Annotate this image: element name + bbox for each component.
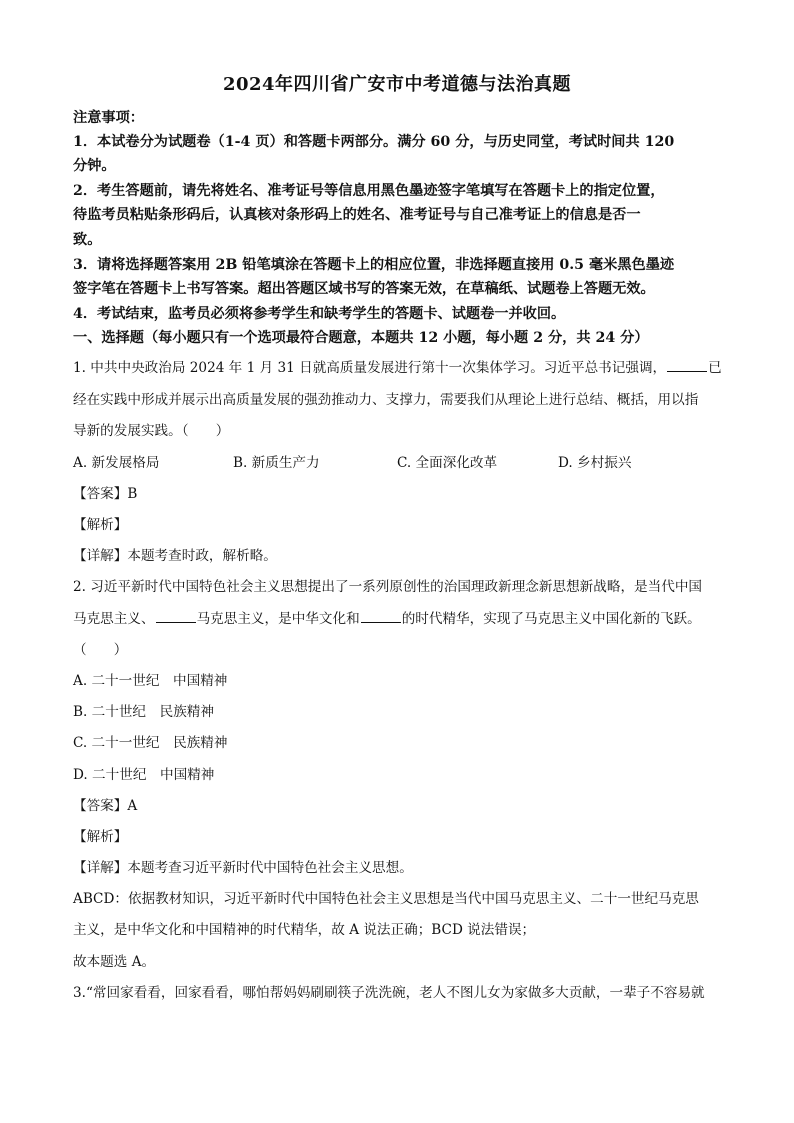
notice-line-1: 1．本试卷分为试题卷（1-4 页）和答题卡两部分。满分 60 分，与历史同堂，考试时间共 120 <box>73 134 675 150</box>
notice-line-7: 签字笔在答题卡上书写答案。超出答题区域书写的答案无效，在草稿纸、试题卷上答题无效。 <box>73 281 655 297</box>
q1-analysis: 【解析】 <box>73 517 128 533</box>
notice-line-6: 3．请将选择题答案用 2B 铅笔填涂在答题卡上的相应位置，非选择题直接用 0.5 毫米黑色墨迹 <box>73 257 675 273</box>
q2-explanation-line-1: ABCD：依据教材知识，习近平新时代中国特色社会主义思想是当代中国马克思主义、二十一世纪马克思 <box>73 891 699 907</box>
page-title: 2024年四川省广安市中考道德与法治真题 <box>222 74 572 95</box>
notice-line-3: 2．考生答题前，请先将姓名、准考证号等信息用黑色墨迹签字笔填写在答题卡上的指定位置， <box>73 183 665 199</box>
q1-blank <box>667 359 707 372</box>
q2-blank-2 <box>361 610 401 623</box>
q2-option-c: C. 二十一世纪 民族精神 <box>73 735 228 751</box>
q2-answer: 【答案】A <box>73 798 138 814</box>
notice-line-5: 致。 <box>73 232 102 248</box>
q2-explanation-line-2: 主义，是中华文化和中国精神的时代精华，故 A 说法正确；BCD 说法错误； <box>73 922 536 938</box>
q2-stem-part-2: 马克思主义，是中华文化和 <box>196 611 360 627</box>
notice-line-4: 待监考员粘贴条形码后，认真核对条形码上的姓名、准考证号与自己准考证上的信息是否一 <box>73 207 641 223</box>
q1-detail: 【详解】本题考查时政，解析略。 <box>73 548 277 564</box>
q2-option-d: D. 二十世纪 中国精神 <box>73 767 215 783</box>
notice-line-8: 4．考试结束，监考员必须将参考学生和缺考学生的答题卡、试题卷一并收回。 <box>73 306 566 322</box>
q2-stem-line-3: （ ） <box>73 642 128 658</box>
q2-stem-part-1: 马克思主义、 <box>73 611 155 627</box>
q1-stem-text: 1. 中共中央政治局 2024 年 1 月 31 日就高质量发展进行第十一次集体学习。习近平总书记强调， <box>73 360 667 376</box>
q2-explanation-line-3: 故本题选 A。 <box>73 954 156 970</box>
notice-line-2: 分钟。 <box>73 158 116 174</box>
q3-stem-line-1: 3.“常回家看看，回家看看，哪怕帮妈妈刷刷筷子洗洗碗，老人不图儿女为家做多大贡献，一辈子不容易就 <box>73 985 705 1001</box>
q2-blank-1 <box>156 610 196 623</box>
q1-stem-line-2: 经在实践中形成并展示出高质量发展的强劲推动力、支撑力，需要我们从理论上进行总结、概括，用以指 <box>73 392 699 408</box>
q2-analysis: 【解析】 <box>73 829 128 845</box>
q1-stem-line-1 <box>73 356 733 376</box>
q1-answer: 【答案】B <box>73 486 138 502</box>
q1-option-d: D. 乡村振兴 <box>558 455 632 471</box>
section-heading: 一、选择题（每小题只有一个选项最符合题意，本题共 12 小题，每小题 2 分，共 24 分） <box>73 330 649 346</box>
q2-option-a: A. 二十一世纪 中国精神 <box>73 673 228 689</box>
q2-option-b: B. 二十世纪 民族精神 <box>73 704 214 720</box>
q1-option-c: C. 全面深化改革 <box>397 455 498 471</box>
q2-stem-line-2 <box>73 607 733 627</box>
q1-stem-tail: 已 <box>708 360 722 376</box>
q2-stem-part-3: 的时代精华，实现了马克思主义中国化新的飞跃。 <box>401 611 701 627</box>
q1-option-a: A. 新发展格局 <box>73 455 160 471</box>
notice-heading: 注意事项： <box>73 110 144 126</box>
q1-stem-line-3: 导新的发展实践。（ ） <box>73 423 230 439</box>
q2-stem-line-1: 2. 习近平新时代中国特色社会主义思想提出了一系列原创性的治国理政新理念新思想新战略，是当代中国 <box>73 579 703 595</box>
q1-option-b: B. 新质生产力 <box>233 455 320 471</box>
q2-detail: 【详解】本题考查习近平新时代中国特色社会主义思想。 <box>73 860 413 876</box>
